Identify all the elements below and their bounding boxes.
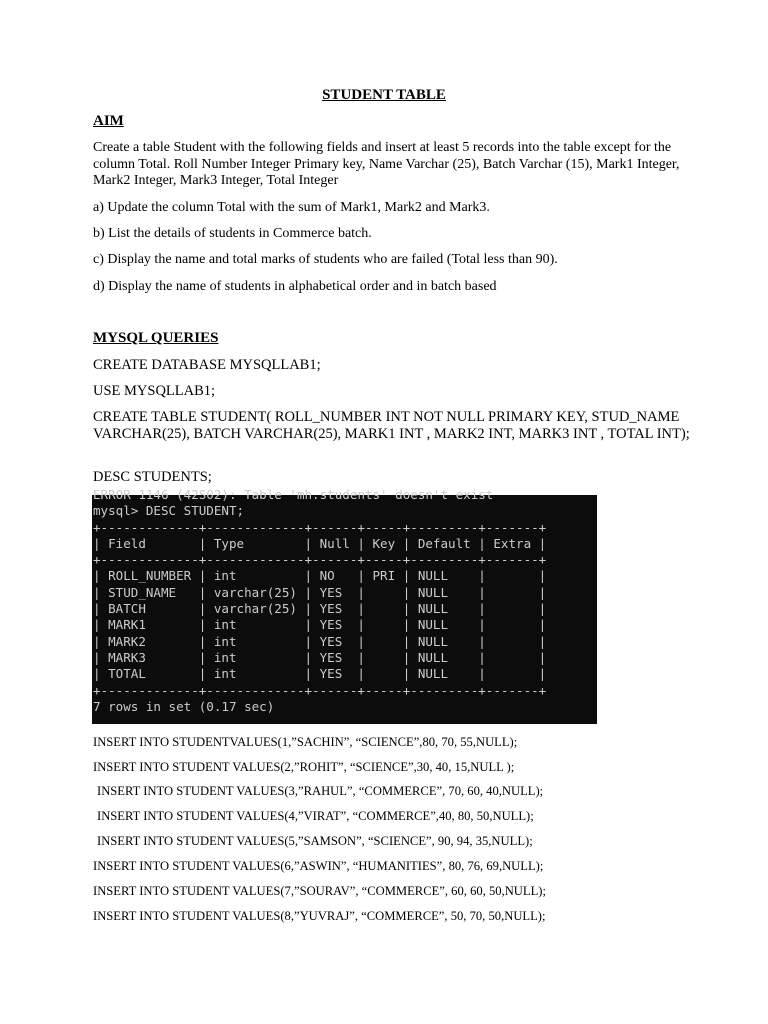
terminal-line: 7 rows in set (0.17 sec) (93, 698, 275, 714)
terminal-line: | MARK2 | int | YES | | NULL | | (93, 633, 547, 649)
terminal-output (93, 487, 546, 715)
terminal-screenshot (92, 487, 597, 724)
terminal-line: ERROR 1146 (42S02): Table 'mh.students' doesn't exist (93, 487, 494, 502)
desc-query: DESC STUDENTS; (93, 469, 212, 485)
terminal-line: +-------------+-------------+------+-----+---------+-------+ (93, 682, 547, 698)
terminal-line: +-------------+-------------+------+-----+---------+-------+ (93, 552, 547, 568)
insert-query-3: INSERT INTO STUDENT VALUES(3,”RAHUL”, “COMMERCE”, 70, 60, 40,NULL); (97, 784, 544, 798)
page-title: STUDENT TABLE (322, 87, 446, 103)
insert-query-4: INSERT INTO STUDENT VALUES(4,”VIRAT”, “COMMERCE”,40, 80, 50,NULL); (97, 809, 534, 823)
terminal-line: mysql> DESC STUDENT; (93, 503, 245, 519)
insert-query-1: INSERT INTO STUDENTVALUES(1,”SACHIN”, “SCIENCE”,80, 70, 55,NULL); (93, 735, 518, 749)
aim-description: Create a table Student with the following fields and insert at least 5 records into the table except for the column Total. Roll Number Integer Primary key, Name Varchar (25), Batch Varchar (15), Mark1 Integer, Mark2 Integer, Mark3 Integer, Total Integer (93, 140, 680, 188)
use-database-query: USE MYSQLLAB1; (93, 383, 216, 399)
insert-query-2: INSERT INTO STUDENT VALUES(2,”ROHIT”, “SCIENCE”,30, 40, 15,NULL ); (93, 760, 515, 774)
terminal-line: | BATCH | varchar(25) | YES | | NULL | | (93, 601, 547, 617)
insert-query-7: INSERT INTO STUDENT VALUES(7,”SOURAV”, “COMMERCE”, 60, 60, 50,NULL); (93, 884, 546, 898)
aim-heading: AIM (93, 113, 124, 129)
insert-query-5: INSERT INTO STUDENT VALUES(5,”SAMSON”, “SCIENCE”, 90, 94, 35,NULL); (97, 834, 533, 848)
terminal-line: | ROLL_NUMBER | int | NO | PRI | NULL | | (93, 568, 547, 584)
terminal-line: | TOTAL | int | YES | | NULL | | (93, 666, 547, 682)
insert-query-8: INSERT INTO STUDENT VALUES(8,”YUVRAJ”, “COMMERCE”, 50, 70, 50,NULL); (93, 909, 546, 923)
insert-query-6: INSERT INTO STUDENT VALUES(6,”ASWIN”, “HUMANITIES”, 80, 76, 69,NULL); (93, 859, 544, 873)
terminal-line: | Field | Type | Null | Key | Default | Extra | (93, 535, 547, 551)
task-a: a) Update the column Total with the sum of Mark1, Mark2 and Mark3. (93, 200, 490, 215)
mysql-queries-heading: MYSQL QUERIES (93, 330, 219, 346)
terminal-line: | MARK1 | int | YES | | NULL | | (93, 617, 547, 633)
terminal-line: +-------------+-------------+------+-----+---------+-------+ (93, 519, 547, 535)
task-b: b) List the details of students in Commerce batch. (93, 226, 372, 241)
terminal-line: | MARK3 | int | YES | | NULL | | (93, 649, 547, 665)
task-c: c) Display the name and total marks of students who are failed (Total less than 90). (93, 252, 558, 267)
create-table-query: CREATE TABLE STUDENT( ROLL_NUMBER INT NOT NULL PRIMARY KEY, STUD_NAME VARCHAR(25), BATCH VARCHAR(25), MARK1 INT , MARK2 INT, MARK3 INT , TOTAL INT); (93, 409, 690, 442)
task-d: d) Display the name of students in alphabetical order and in batch based (93, 279, 497, 294)
create-database-query: CREATE DATABASE MYSQLLAB1; (93, 357, 321, 373)
terminal-line: | STUD_NAME | varchar(25) | YES | | NULL | | (93, 584, 547, 600)
